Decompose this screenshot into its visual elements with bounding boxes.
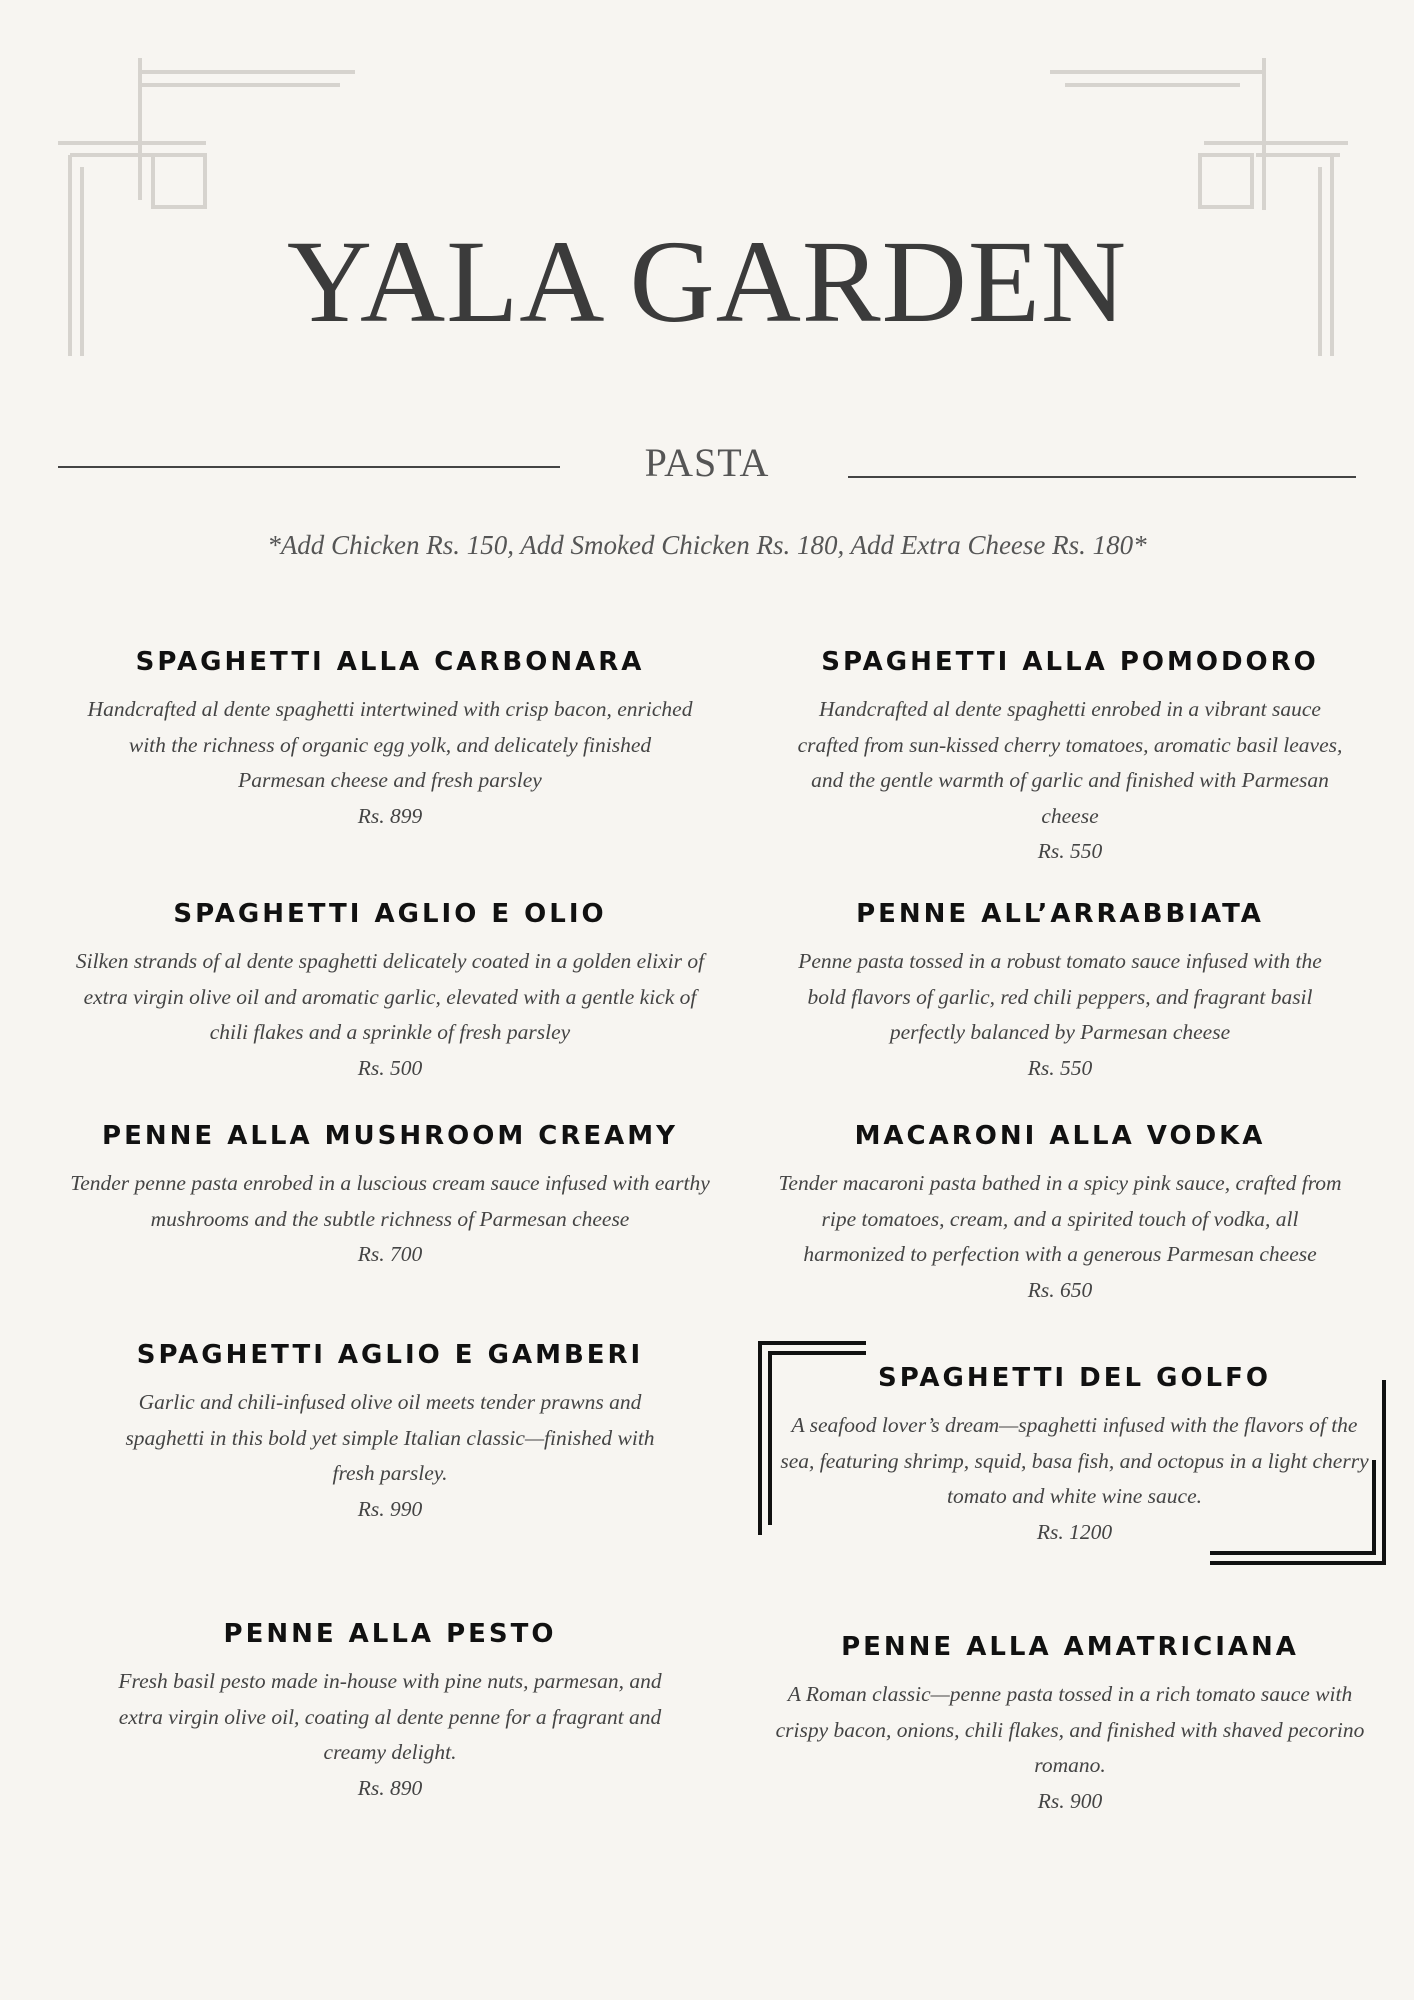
menu-item xyxy=(60,642,720,834)
item-name: SPAGHETTI ALLA CARBONARA xyxy=(135,647,645,677)
item-name: PENNE ALLA PESTO xyxy=(223,1619,557,1649)
menu-item-featured xyxy=(772,1358,1377,1550)
item-price: Rs. 899 xyxy=(357,803,423,828)
item-name: SPAGHETTI DEL GOLFO xyxy=(877,1363,1271,1393)
item-price: Rs. 900 xyxy=(1037,1788,1103,1813)
item-name: PENNE ALLA MUSHROOM CREAMY xyxy=(102,1121,678,1151)
menu-item xyxy=(60,894,720,1086)
item-description: Tender macaroni pasta bathed in a spicy pink sauce, crafted from ripe tomatoes, cream, and a spirited touch of vodka, all harmonized to perfection with a generous Parmesan cheese xyxy=(778,1171,1342,1266)
menu-item xyxy=(60,1614,720,1806)
item-description: Silken strands of al dente spaghetti delicately coated in a golden elixir of extra virgin olive oil and aromatic garlic, elevated with a gentle kick of chili flakes and a sprinkle of fresh parsley xyxy=(75,949,705,1044)
item-description: Handcrafted al dente spaghetti intertwined with crisp bacon, enriched with the richness of organic egg yolk, and delicately finished Parmesan cheese and fresh parsley xyxy=(87,697,693,792)
item-description: Handcrafted al dente spaghetti enrobed in a vibrant sauce crafted from sun-kissed cherry tomatoes, aromatic basil leaves, and the gentle warmth of garlic and finished with Parmesan cheese xyxy=(797,697,1343,828)
item-price: Rs. 550 xyxy=(1027,1055,1093,1080)
menu-item xyxy=(760,894,1360,1086)
item-name: SPAGHETTI AGLIO E OLIO xyxy=(173,899,607,929)
item-description: Penne pasta tossed in a robust tomato sauce infused with the bold flavors of garlic, red chili peppers, and fragrant basil perfectly balanced by Parmesan cheese xyxy=(798,949,1322,1044)
item-price: Rs. 990 xyxy=(357,1496,423,1521)
item-price: Rs. 1200 xyxy=(1036,1519,1113,1544)
item-description: A seafood lover’s dream—spaghetti infused with the flavors of the sea, featuring shrimp, squid, basa fish, and octopus in a light cherry tomato and white wine sauce. xyxy=(780,1413,1369,1508)
menu-item xyxy=(60,1335,720,1527)
item-price: Rs. 500 xyxy=(357,1055,423,1080)
item-name: SPAGHETTI AGLIO E GAMBERI xyxy=(136,1340,644,1370)
item-price: Rs. 700 xyxy=(357,1242,423,1266)
item-price: Rs. 890 xyxy=(357,1775,423,1800)
item-price: Rs. 550 xyxy=(1037,839,1103,863)
item-description: Garlic and chili-infused olive oil meets tender prawns and spaghetti in this bold yet simple Italian classic—finished with fresh parsley. xyxy=(125,1390,655,1485)
addons-note: *Add Chicken Rs. 150, Add Smoked Chicken Rs. 180, Add Extra Cheese Rs. 180* xyxy=(267,530,1147,560)
menu-item xyxy=(60,1116,720,1273)
menu-item xyxy=(755,1627,1385,1819)
item-name: PENNE ALLA AMATRICIANA xyxy=(841,1632,1299,1662)
item-description: Tender penne pasta enrobed in a luscious cream sauce infused with earthy mushrooms and the subtle richness of Parmesan cheese xyxy=(70,1171,710,1231)
item-description: A Roman classic—penne pasta tossed in a rich tomato sauce with crispy bacon, onions, chili flakes, and finished with shaved pecorino romano. xyxy=(775,1682,1365,1777)
item-description: Fresh basil pesto made in-house with pine nuts, parmesan, and extra virgin olive oil, coating al dente penne for a fragrant and creamy delight. xyxy=(118,1669,662,1764)
restaurant-title: YALA GARDEN xyxy=(286,216,1128,347)
menu-item xyxy=(760,642,1380,870)
item-name: SPAGHETTI ALLA POMODORO xyxy=(821,647,1319,677)
menu-item xyxy=(760,1116,1360,1308)
section-title: PASTA xyxy=(644,440,770,485)
item-price: Rs. 650 xyxy=(1027,1277,1093,1302)
item-name: MACARONI ALLA VODKA xyxy=(854,1121,1266,1151)
item-name: PENNE ALL’ARRABBIATA xyxy=(856,899,1264,929)
